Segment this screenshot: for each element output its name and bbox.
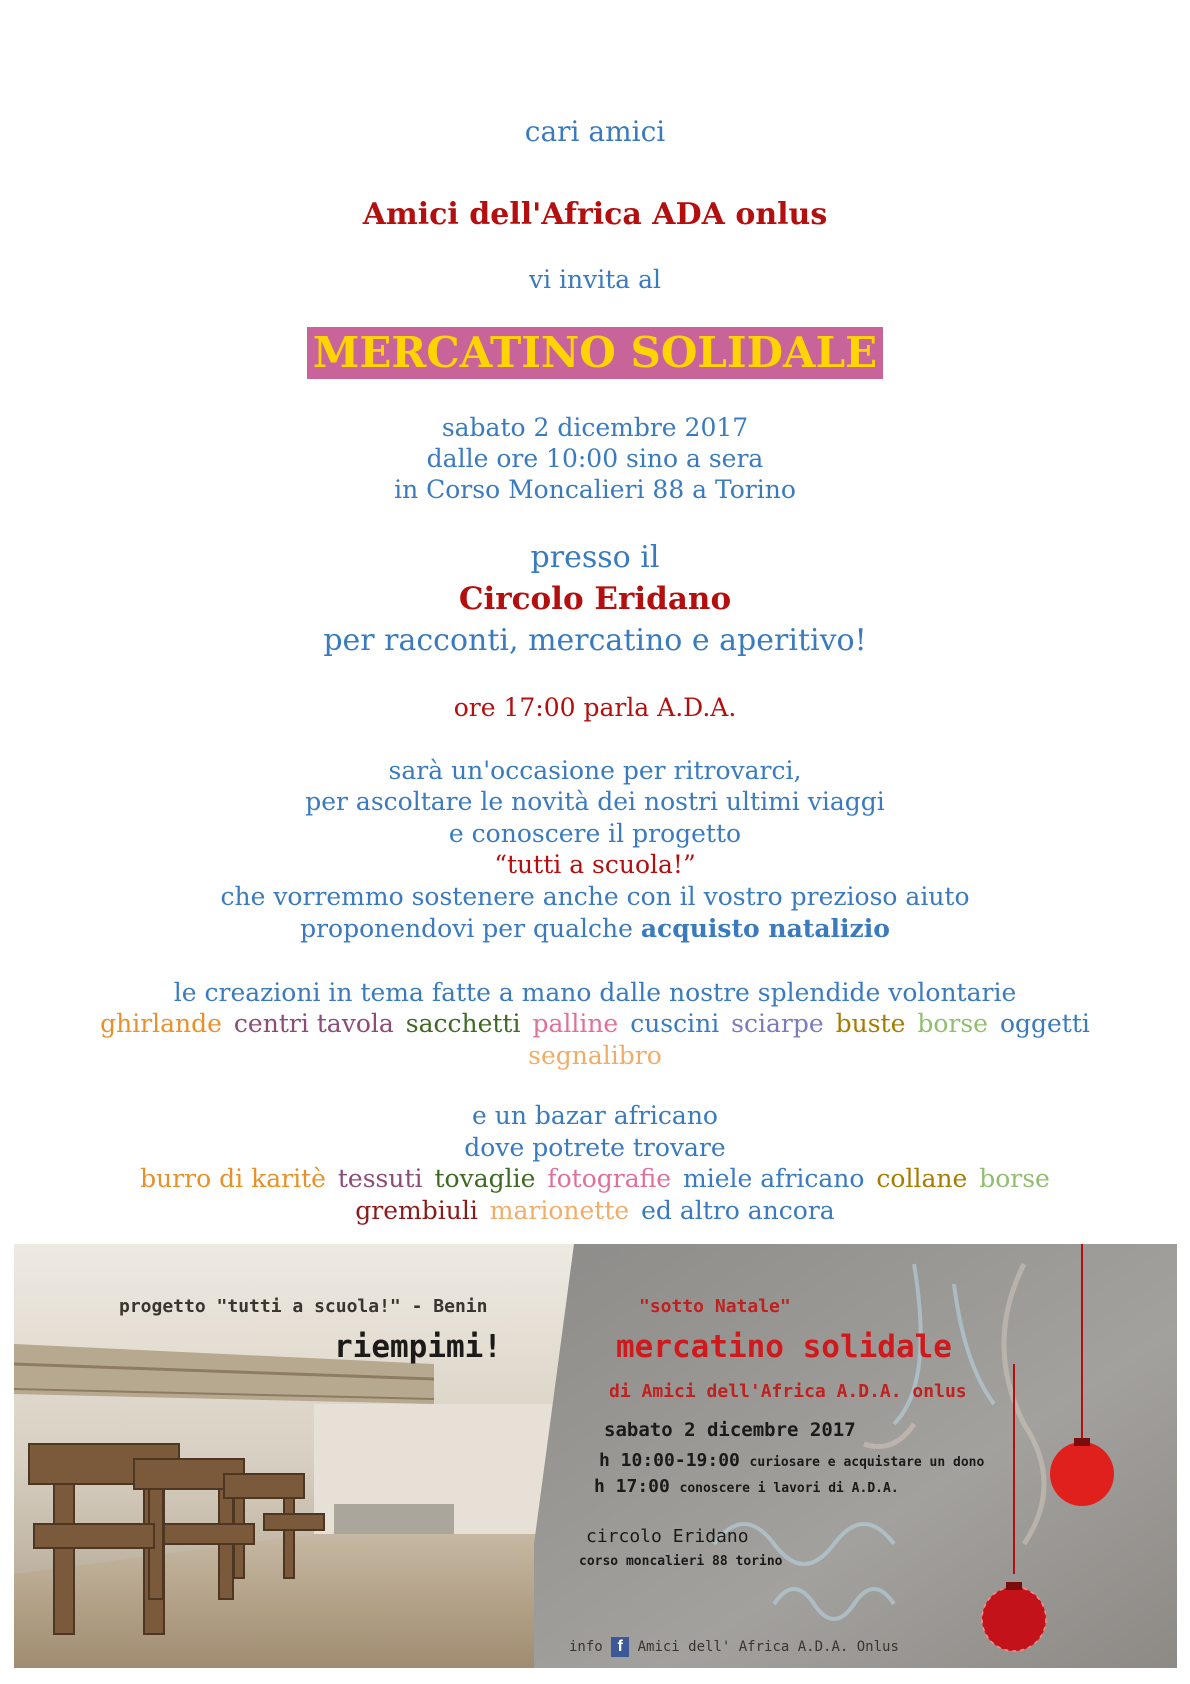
creation-item-1: centri tavola xyxy=(233,1009,394,1038)
facebook-icon: f xyxy=(611,1637,629,1657)
venue-name: Circolo Eridano xyxy=(458,581,732,617)
bazar-line-1: e un bazar africano xyxy=(472,1101,718,1130)
banner-hours-2-time: h 17:00 xyxy=(594,1476,670,1497)
banner-address: corso moncalieri 88 torino xyxy=(579,1554,783,1569)
organization-name: Amici dell'Africa ADA onlus xyxy=(362,197,828,232)
banner-hours-2 xyxy=(594,1476,899,1497)
purpose-text: per racconti, mercatino e aperitivo! xyxy=(323,623,867,658)
banner-hours-1-time: h 10:00-19:00 xyxy=(599,1450,740,1471)
project-name: “tutti a scuola!” xyxy=(494,850,696,879)
banner-circolo: circolo Eridano xyxy=(586,1526,749,1547)
event-title: MERCATINO SOLIDALE xyxy=(307,327,883,379)
banner-mercatino: mercatino solidale xyxy=(616,1329,952,1365)
paragraph-line-6-text: proponendovi per qualche xyxy=(300,914,641,943)
creation-item-4: cuscini xyxy=(630,1009,720,1038)
creations-list-last xyxy=(0,1041,1190,1070)
bazar-items-2 xyxy=(0,1196,1190,1225)
bazar-items-1 xyxy=(0,1164,1190,1193)
creations-intro: le creazioni in tema fatte a mano dalle nostre splendide volontarie xyxy=(173,978,1017,1007)
creation-item-3: palline xyxy=(532,1009,619,1038)
banner-info xyxy=(569,1637,899,1657)
bazar-item-row2-2: ed altro ancora xyxy=(641,1196,835,1225)
banner-facebook-page: Amici dell' Africa A.D.A. Onlus xyxy=(637,1639,899,1655)
banner-hours-2-desc: conoscere i lavori di A.D.A. xyxy=(679,1481,899,1496)
event-hours: dalle ore 10:00 sino a sera xyxy=(426,444,764,473)
banner-project: progetto "tutti a scuola!" - Benin xyxy=(119,1296,488,1317)
presso-text: presso il xyxy=(530,540,660,575)
paragraph-line-5: che vorremmo sostenere anche con il vostro prezioso aiuto xyxy=(220,882,970,911)
greeting: cari amici xyxy=(524,115,666,148)
banner-date: sabato 2 dicembre 2017 xyxy=(604,1419,856,1441)
banner-organization: di Amici dell'Africa A.D.A. onlus xyxy=(609,1381,967,1402)
paragraph-line-6 xyxy=(0,914,1190,943)
bazar-item-row2-1: marionette xyxy=(489,1196,630,1225)
bazar-item-6: borse xyxy=(979,1164,1050,1193)
paragraph-line-1: sarà un'occasione per ritrovarci, xyxy=(388,756,802,785)
creation-item-0: ghirlande xyxy=(100,1009,222,1038)
banner-riempimi: riempimi! xyxy=(334,1329,502,1365)
event-date: sabato 2 dicembre 2017 xyxy=(441,413,749,442)
creation-item-7: borse xyxy=(917,1009,988,1038)
banner-info-label: info xyxy=(569,1639,603,1655)
bazar-item-2: tovaglie xyxy=(434,1164,536,1193)
creation-item-8: oggetti xyxy=(999,1009,1090,1038)
bazar-item-4: miele africano xyxy=(683,1164,865,1193)
creation-item-6: buste xyxy=(835,1009,906,1038)
paragraph-line-2: per ascoltare le novità dei nostri ultimi viaggi xyxy=(305,787,885,816)
bazar-line-2: dove potrete trovare xyxy=(464,1133,726,1162)
creation-item-5: sciarpe xyxy=(731,1009,824,1038)
paragraph-line-3: e conoscere il progetto xyxy=(448,819,742,848)
banner-hours-1-desc: curiosare e acquistare un dono xyxy=(749,1455,985,1470)
christmas-purchase: acquisto natalizio xyxy=(640,914,890,943)
creation-item-last-0: segnalibro xyxy=(528,1041,662,1070)
event-banner xyxy=(14,1244,1177,1668)
bazar-item-row2-0: grembiuli xyxy=(355,1196,478,1225)
invite-text: vi invita al xyxy=(528,265,662,294)
bazar-item-1: tessuti xyxy=(337,1164,423,1193)
bazar-item-0: burro di karitè xyxy=(140,1164,326,1193)
event-address: in Corso Moncalieri 88 a Torino xyxy=(394,475,796,504)
bazar-item-5: collane xyxy=(876,1164,968,1193)
talk-time: ore 17:00 parla A.D.A. xyxy=(453,693,737,722)
bazar-item-3: fotografie xyxy=(547,1164,672,1193)
banner-hours-1 xyxy=(599,1450,984,1471)
creation-item-2: sacchetti xyxy=(405,1009,521,1038)
event-title-wrap xyxy=(0,327,1190,379)
creations-list xyxy=(0,1009,1190,1038)
banner-sotto-natale: "sotto Natale" xyxy=(639,1296,791,1317)
